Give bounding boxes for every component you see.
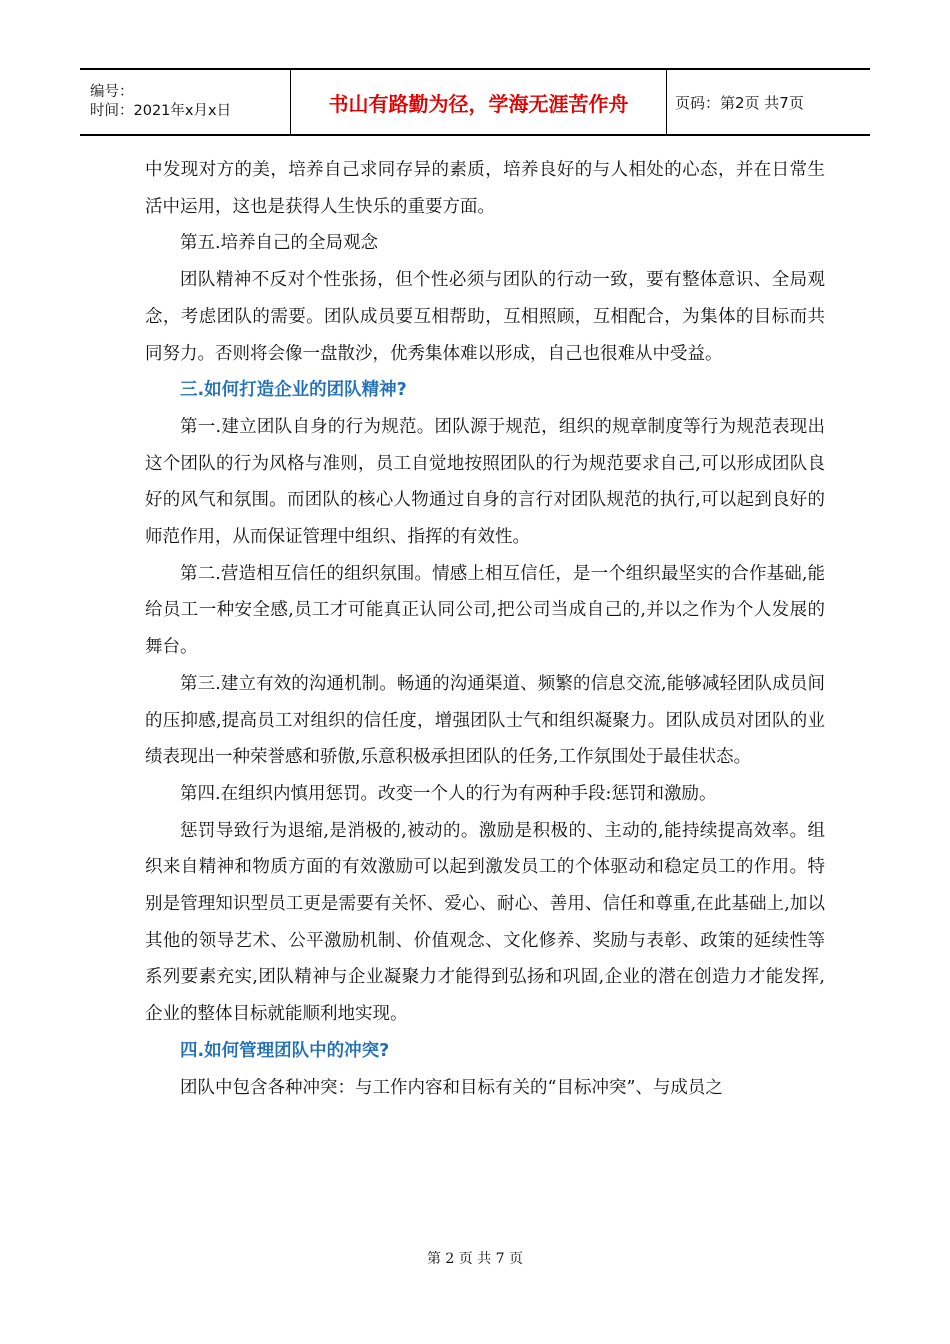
- paragraph: 第一.建立团队自身的行为规范。团队源于规范，组织的规章制度等行为规范表现出这个团队的行为风格与准则，员工自觉地按照团队的行为规范要求自己,可以形成团队良好的风气和氛围。而团队的核心人物通过自身的言行对团队规范的执行,可以起到良好的师范作用，从而保证管理中组织、指挥的有效性。: [145, 416, 825, 548]
- header-meta: [80, 69, 291, 135]
- header-motto: 书山有路勤为径，学海无涯苦作舟: [291, 69, 667, 135]
- doc-time-label: 时间：2021年x月x日: [90, 103, 232, 119]
- paragraph: 第二.营造相互信任的组织氛围。情感上相互信任，是一个组织最坚实的合作基础,能给员工一种安全感,员工才可能真正认同公司,把公司当成自己的,并以之作为个人发展的舞台。: [145, 563, 825, 658]
- page-header: [80, 68, 870, 136]
- paragraph: 第四.在组织内慎用惩罚。改变一个人的行为有两种手段:惩罚和激励。: [180, 783, 717, 804]
- paragraph: 中发现对方的美，培养自己求同存异的素质，培养良好的与人相处的心态，并在日常生活中运用，这也是获得人生快乐的重要方面。: [145, 160, 825, 217]
- page-footer: 第 2 页 共 7 页: [426, 1251, 524, 1267]
- document-body: [145, 152, 825, 1106]
- section-heading: 四.如何管理团队中的冲突?: [180, 1040, 390, 1061]
- header-page-info: 页码：第2页 共7页: [667, 69, 871, 135]
- paragraph: 惩罚导致行为退缩,是消极的,被动的。激励是积极的、主动的,能持续提高效率。组织来自精神和物质方面的有效激励可以起到激发员工的个体驱动和稳定员工的作用。特别是管理知识型员工更是需要有关怀、爱心、耐心、善用、信任和尊重,在此基础上,加以其他的领导艺术、公平激励机制、价值观念、文化修养、奖励与表彰、政策的延续性等系列要素充实,团队精神与企业凝聚力才能得到弘扬和巩固,企业的潜在创造力才能发挥,企业的整体目标就能顺利地实现。: [145, 820, 825, 1025]
- paragraph: 团队中包含各种冲突：与工作内容和目标有关的“目标冲突”、与成员之: [180, 1077, 723, 1098]
- paragraph: 第五.培养自己的全局观念: [180, 233, 379, 254]
- doc-number-label: 编号：: [90, 84, 134, 100]
- section-heading: 三.如何打造企业的团队精神?: [180, 380, 407, 401]
- paragraph: 第三.建立有效的沟通机制。畅通的沟通渠道、频繁的信息交流,能够减轻团队成员间的压抑感,提高员工对组织的信任度，增强团队士气和组织凝聚力。团队成员对团队的业绩表现出一种荣誉感和骄傲,乐意积极承担团队的任务,工作氛围处于最佳状态。: [145, 673, 825, 768]
- paragraph: 团队精神不反对个性张扬，但个性必须与团队的行动一致，要有整体意识、全局观念，考虑团队的需要。团队成员要互相帮助，互相照顾，互相配合，为集体的目标而共同努力。否则将会像一盘散沙，优秀集体难以形成，自己也很难从中受益。: [145, 270, 825, 364]
